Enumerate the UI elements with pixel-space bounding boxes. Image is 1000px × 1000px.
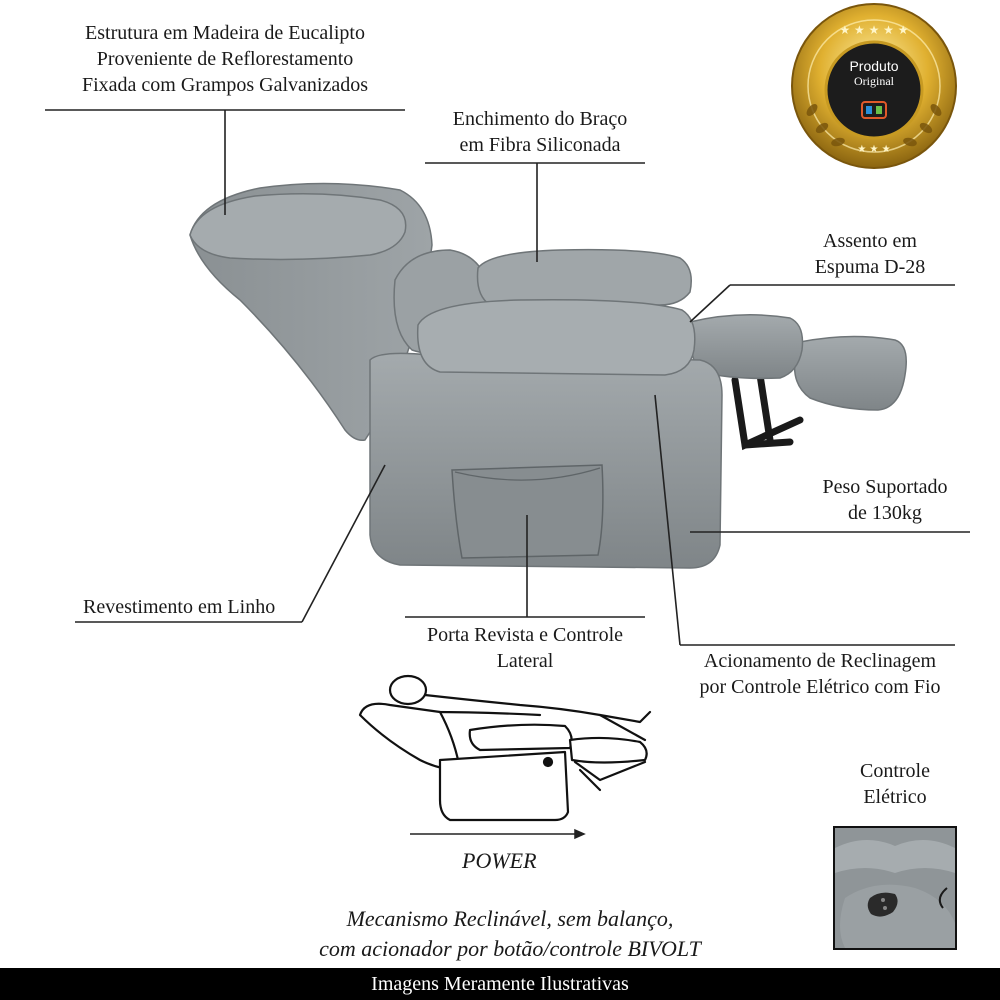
footer-disclaimer — [0, 968, 1000, 1000]
front-armrest — [418, 300, 695, 375]
label-assento-line-1: Assento em — [823, 230, 917, 252]
power-label-text: POWER — [462, 848, 537, 873]
seal-line-2: Original — [854, 74, 894, 88]
mechanism-caption — [250, 904, 770, 964]
label-controle-line-2: Elétrico — [863, 786, 927, 808]
electric-control-thumbnail — [833, 826, 957, 950]
control-photo-icon — [835, 828, 955, 948]
label-acionamento-line-1: Acionamento de Reclinagem — [703, 650, 937, 672]
label-controle — [830, 758, 960, 810]
label-peso-line-1: Peso Suportado — [822, 476, 948, 498]
power-arrow — [410, 830, 584, 838]
label-enchimento — [420, 106, 660, 158]
label-revestimento-text: Revestimento em Linho — [83, 596, 276, 618]
power-label — [462, 848, 537, 874]
label-revestimento — [83, 594, 275, 620]
label-porta-revista-line-2: Lateral — [496, 650, 554, 672]
mechanism-caption-line-1: Mecanismo Reclinável, sem balanço, — [346, 906, 674, 931]
label-enchimento-line-2: em Fibra Siliconada — [459, 134, 621, 156]
label-controle-line-1: Controle — [860, 760, 930, 782]
label-assento — [780, 228, 960, 280]
svg-text:★ ★ ★ ★ ★: ★ ★ ★ ★ ★ — [839, 23, 909, 37]
label-assento-line-2: Espuma D-28 — [814, 256, 926, 278]
label-porta-revista-line-1: Porta Revista e Controle — [426, 624, 624, 646]
recline-pictogram — [360, 676, 650, 820]
label-acionamento — [665, 648, 975, 700]
label-estrutura-line-1: Estrutura em Madeira de Eucalipto — [85, 22, 365, 44]
label-peso-line-2: de 130kg — [848, 502, 922, 524]
label-porta-revista — [395, 622, 655, 674]
svg-text:★ ★ ★: ★ ★ ★ — [857, 144, 891, 155]
label-estrutura-line-3: Fixada com Grampos Galvanizados — [81, 74, 369, 96]
head-pillow — [190, 194, 406, 260]
mechanism-caption-line-2: com acionador por botão/controle BIVOLT — [319, 936, 701, 961]
seal-line-1: Produto — [849, 58, 899, 74]
footer-disclaimer-text: Imagens Meramente Ilustrativas — [371, 973, 629, 995]
label-estrutura-line-2: Proveniente de Reflorestamento — [96, 48, 354, 70]
footrest-cushion — [795, 336, 907, 410]
label-peso — [790, 474, 980, 526]
label-estrutura — [45, 20, 405, 98]
rear-armrest — [478, 250, 692, 305]
label-acionamento-line-2: por Controle Elétrico com Fio — [699, 676, 941, 698]
label-enchimento-line-1: Enchimento do Braço — [452, 108, 628, 130]
